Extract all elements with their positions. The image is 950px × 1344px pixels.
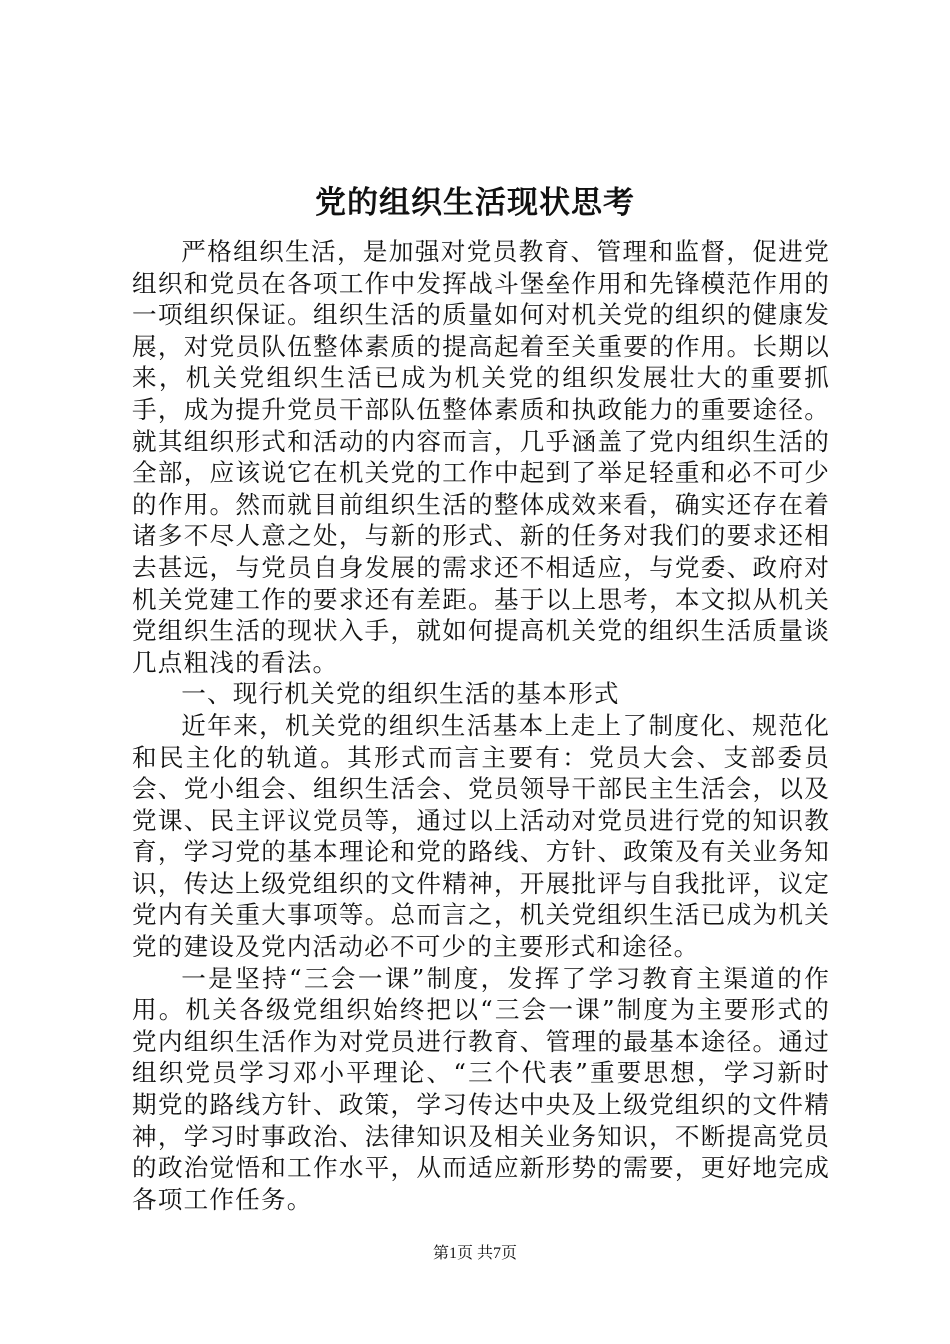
- document-title: 党的组织生活现状思考: [315, 185, 635, 221]
- paragraph-forms: 近年来，机关党的组织生活基本上走上了制度化、规范化和民主化的轨道。其形式而言主要有：党员大会、支部委员会、党小组会、组织生活会、党员领导干部民主生活会，以及党课、民主评议党员等，通过以上活动对党员进行党的知识教育，学习党的基本理论和党的路线、方针、政策及有关业务知识，传达上级党组织的文件精神，开展批评与自我批评，议定党内有关重大事项等。总而言之，机关党组织生活已成为机关党的建设及党内活动必不可少的主要形式和途径。: [132, 710, 830, 962]
- section-heading: 一、现行机关党的组织生活的基本形式: [181, 679, 620, 709]
- paragraph-three-meetings: 一是坚持“三会一课”制度，发挥了学习教育主渠道的作用。机关各级党组织始终把以“三会一课”制度为主要形式的党内组织生活作为对党员进行教育、管理的最基本途径。通过组织党员学习邓小平理论、“三个代表”重要思想，学习新时期党的路线方针、政策，学习传达中央及上级党组织的文件精神，学习时事政治、法律知识及相关业务知识，不断提高党员的政治觉悟和工作水平，从而适应新形势的需要，更好地完成各项工作任务。: [132, 963, 830, 1214]
- paragraph-intro: 严格组织生活，是加强对党员教育、管理和监督，促进党组织和党员在各项工作中发挥战斗堡垒作用和先锋模范作用的一项组织保证。组织生活的质量如何对机关党的组织的健康发展，对党员队伍整体素质的提高起着至关重要的作用。长期以来，机关党组织生活已成为机关党的组织发展壮大的重要抓手，成为提升党员干部队伍整体素质和执政能力的重要途径。就其组织形式和活动的内容而言，几乎涵盖了党内组织生活的全部，应该说它在机关党的工作中起到了举足轻重和必不可少的作用。然而就目前组织生活的整体成效来看，确实还存在着诸多不尽人意之处，与新的形式、新的任务对我们的要求还相去甚远，与党员自身发展的需求还不相适应，与党委、政府对机关党建工作的要求还有差距。基于以上思考，本文拟从机关党组织生活的现状入手，就如何提高机关党的组织生活质量谈几点粗浅的看法。: [132, 237, 830, 677]
- page-number-footer: 第1页 共7页: [432, 1245, 517, 1262]
- document-body: [132, 236, 830, 1215]
